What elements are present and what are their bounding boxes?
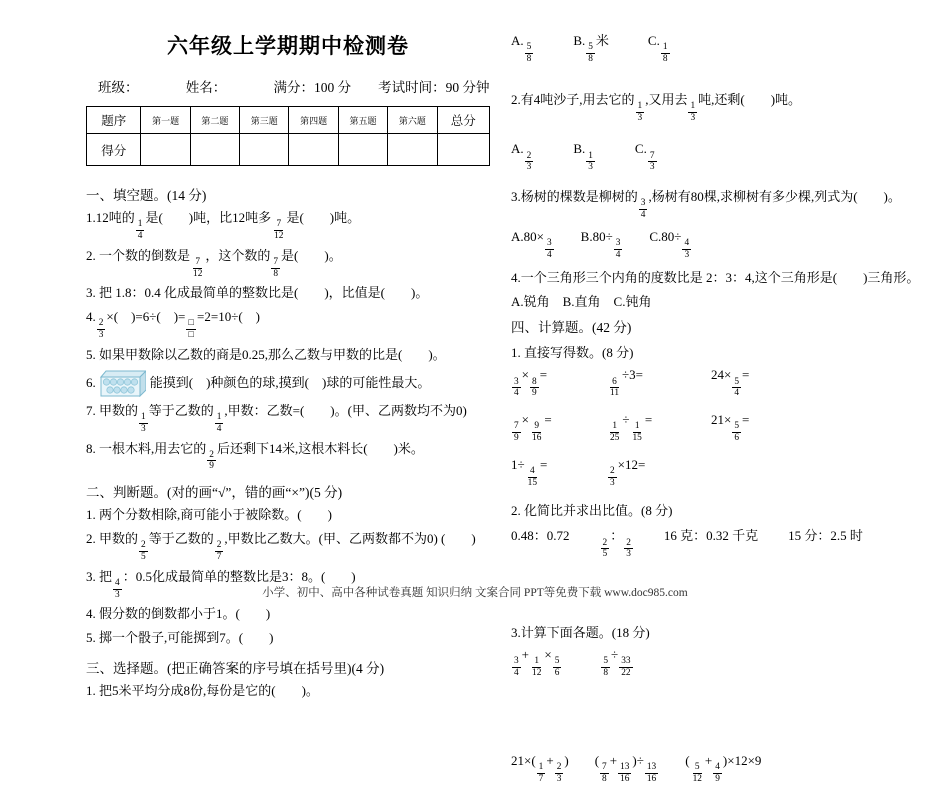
calc-expression: 21×( $\frac{1}{7}$ + $\frac{2}{3}$ ) [511,752,569,784]
calc-expression: 1÷ $\frac{4}{15}$ = [511,456,548,488]
score-table-cell-q3: 第三题 [240,107,289,134]
fraction: $\frac{7}{12}$ [193,256,203,279]
fraction: $\frac{5}{4}$ [734,376,740,399]
fraction: $\frac{5}{8}$ [588,42,593,64]
ratio-expression: $\frac{2}{5}$ ： $\frac{2}{3}$ [602,528,631,560]
fraction: $\frac{2}{9}$ [209,449,214,472]
score-table-cell-q5: 第五题 [338,107,387,134]
calc-expression: $\frac{3}{4}$ + $\frac{1}{12}$ × $\frac{5}{6}$ [514,647,560,679]
calc-part1-title: 1. 直接写得数。(8 分) [511,345,634,361]
right-column [511,26,941,785]
fraction: $\frac{3}{4}$ [546,238,552,260]
fraction: $\frac{33}{22}$ [621,656,631,679]
choice-question-4: 4.一个三角形三个内角的度数比是 2：3：4,这个三角形是( )三角形。 [511,269,920,285]
section-fill-title: 一、填空题。(14 分) [86,188,207,203]
fill-items-b [86,402,490,472]
choice-question-2: 2.有4吨沙子,用去它的 $\frac{1}{3}$ ,又用去 $\frac{1}{3}$ 吨,还剩( )吨。 [511,91,802,123]
section-choice-title: 三、选择题。(把正确答案的序号填在括号里)(4 分) [86,661,385,677]
page-title: 六年级上学期期中检测卷 [167,34,409,58]
fill-item: 8. 一根木料,用去它的 $\frac{2}{9}$ 后还剩下14米,这根木料长( )米。 [86,440,424,472]
fraction: $\frac{1}{3}$ [637,100,643,123]
score-cell-empty [190,134,239,166]
calc-part2-title: 2. 化简比并求出比值。(8 分) [511,503,673,519]
fill-item: 2. 一个数的倒数是 $\frac{7}{12}$ ，这个数的 $\frac{7}{8}$ 是( )。 [86,247,342,279]
fraction: $\frac{5}{12}$ [692,762,702,784]
score-table-cell-total: 总分 [437,107,489,134]
choice-question-1: 1. 把5米平均分成8份,每份是它的( )。 [86,683,319,699]
judge-item: 4. 假分数的倒数都小于1。( ) [86,606,271,622]
score-table-cell-q4: 第四题 [289,107,338,134]
calc-expression: ( $\frac{7}{8}$ + $\frac{13}{16}$ )÷ $\frac{13}{16}$ [594,752,657,784]
choice-q4-options: A.锐角 B.直角 C.钝角 [511,294,652,310]
student-info-line: 班级： 姓名： 满分：100 分 考试时间：90 分钟 [98,80,490,95]
score-cell-empty [338,134,387,166]
fraction: $\frac{7}{12}$ [274,219,284,241]
score-table-cell-order: 题序 [87,107,141,134]
fraction: $\frac{4}{3}$ [684,238,690,260]
fraction: $\frac{1}{8}$ [662,42,668,64]
calc-part3-row1 [511,647,941,679]
fraction: $\frac{8}{9}$ [532,376,537,399]
fraction: $\frac{5}{8}$ [603,656,609,679]
fraction: $\frac{4}{3}$ [115,577,120,600]
fraction: $\frac{7}{8}$ [602,762,607,784]
calc-expression: $\frac{1}{25}$ ÷ $\frac{1}{15}$ = [610,412,653,444]
fraction: $\frac{2}{3}$ [610,465,615,488]
fraction: $\frac{2}{3}$ [526,150,532,173]
fraction: $\frac{2}{3}$ [98,318,104,341]
score-cell-empty [141,134,190,166]
judge-item: 5. 掷一个骰子,可能掷到7。( ) [86,630,274,646]
score-cell-empty [388,134,437,166]
fraction: $\frac{1}{25}$ [610,421,620,444]
fraction: $\frac{1}{15}$ [632,421,642,444]
fraction: $\frac{4}{9}$ [715,762,720,784]
calc-part1-grid [511,367,941,488]
fill-item-6-text: 能摸到( )种颜色的球,摸到( )球的可能性最大。 [149,374,431,390]
fill-item: 4. $\frac{2}{3}$ ×( )=6÷( )= $\frac{□}{□}$ =2=10÷( ) [86,309,260,341]
fill-item: 1.12吨的 $\frac{1}{4}$ 是( )吨，比12吨多 $\frac{7}{12}$ 是( )吨。 [86,210,361,241]
calc-expression: $\frac{3}{4}$ × $\frac{8}{9}$ = [514,367,548,399]
score-table-cell-q1: 第一题 [141,107,190,134]
fraction: $\frac{7}{9}$ [514,421,519,444]
fraction: $\frac{7}{3}$ [649,150,655,173]
footer-text: 小学、初中、高中各种试卷真题 知识归纳 文案合同 PPT等免费下载 www.doc985.com [262,587,688,599]
fill-item: 7. 甲数的 $\frac{1}{3}$ 等于乙数的 $\frac{1}{4}$ ,甲数：乙数=( )。(甲、乙两数均不为0) [86,402,467,434]
ratio-expression: 16 克：0.32 千克 [663,528,759,544]
fill-item-6 [86,370,490,397]
ratio-expression: 0.48：0.72 [511,528,570,544]
fraction: $\frac{5}{6}$ [734,421,740,444]
fill-item: 3. 把 1.8：0.4 化成最简单的整数比是( )，比值是( )。 [86,285,429,301]
section-calc-title: 四、计算题。(42 分) [511,320,632,336]
fraction: $\frac{5}{6}$ [554,656,560,679]
choice-question-3: 3.杨树的棵数是柳树的 $\frac{3}{4}$ ,杨树有80棵,求柳树有多少棵,列式为( )。 [511,189,901,221]
fraction: $\frac{□}{□}$ [188,318,195,341]
calc-expression: $\frac{6}{11}$ ÷3= [610,367,643,399]
judge-item: 1. 两个分数相除,商可能小于被除数。( ) [86,507,332,523]
fraction: $\frac{3}{4}$ [615,238,621,260]
score-table-cell-q6: 第六题 [388,107,437,134]
fraction: $\frac{3}{4}$ [640,198,646,221]
fraction: $\frac{9}{16}$ [532,421,542,444]
calc-part3-row2 [511,753,941,785]
calc-expression: 24× $\frac{5}{4}$ = [711,367,750,399]
fraction: $\frac{5}{8}$ [526,42,532,64]
left-column [86,24,490,706]
calc-expression: 21× $\frac{5}{6}$ = [711,412,750,444]
choice-q3-options: A.80× $\frac{3}{4}$ B.80÷ $\frac{3}{4}$ C.80÷ $\frac{4}{3}$ [511,228,690,260]
calc-part2-row [511,525,941,560]
fraction: $\frac{13}{16}$ [620,762,630,784]
judge-item: 2. 甲数的 $\frac{2}{5}$ 等于乙数的 $\frac{2}{7}$ ,甲数比乙数大。(甲、乙两数都不为0) ( ) [86,531,476,562]
score-table-cell-q2: 第二题 [190,107,239,134]
score-table-cell-score-label: 得分 [87,134,141,166]
fraction: $\frac{3}{4}$ [514,656,519,679]
score-table-header-row [87,107,490,134]
calc-expression: $\frac{2}{3}$ ×12= [610,456,646,488]
fill-item-6-number: 6. [86,374,96,390]
fraction: $\frac{4}{15}$ [527,465,537,488]
calc-expression: $\frac{7}{9}$ × $\frac{9}{16}$ = [514,412,552,444]
judge-items [86,506,490,648]
fraction: $\frac{13}{16}$ [646,762,657,784]
fraction: $\frac{2}{3}$ [626,537,631,560]
fraction: $\frac{2}{3}$ [556,762,562,784]
fill-item: 5. 如果甲数除以乙数的商是0.25,那么乙数与甲数的比是( )。 [86,346,446,362]
fraction: $\frac{6}{11}$ [610,376,619,399]
fraction: $\frac{1}{3}$ [141,412,146,434]
choice-q2-options: A. $\frac{2}{3}$ B. $\frac{1}{3}$ C. $\frac{7}{3}$ [511,141,655,173]
score-cell-empty [240,134,289,166]
fraction: $\frac{1}{3}$ [690,100,696,123]
fraction: $\frac{1}{4}$ [216,412,222,434]
calc-expression: ( $\frac{5}{12}$ + $\frac{4}{9}$ )×12×9 [685,752,762,784]
balls-box-image [100,370,146,397]
score-cell-empty [437,134,489,166]
fraction: $\frac{1}{12}$ [532,656,542,679]
judge-item: 3. 把 $\frac{4}{3}$ ：0.5化成最简单的整数比是3：8。( ) [86,568,356,600]
fraction: $\frac{2}{5}$ [602,537,608,560]
fraction: $\frac{2}{5}$ [141,540,146,562]
score-cell-empty [289,134,338,166]
fraction: $\frac{2}{7}$ [216,540,222,562]
fill-items-a [86,209,490,365]
calc-expression: $\frac{5}{8}$ ÷ $\frac{33}{22}$ [603,647,631,679]
ratio-expression: 15 分：2.5 时 [788,528,863,544]
score-table-score-row [87,134,490,166]
section-judge-title: 二、判断题。(对的画“√”，错的画“×”)(5 分) [86,485,343,501]
fraction: $\frac{1}{7}$ [538,762,544,784]
fraction: $\frac{1}{3}$ [588,150,593,173]
fraction: $\frac{7}{8}$ [273,256,279,279]
score-table [86,106,490,166]
fraction: $\frac{3}{4}$ [514,376,519,399]
calc-part3-title: 3.计算下面各题。(18 分) [511,625,650,641]
fraction: $\frac{1}{4}$ [137,219,143,241]
choice-q1-options: A. $\frac{5}{8}$ B. $\frac{5}{8}$ 米 C. $\frac{1}{8}$ [511,33,668,64]
